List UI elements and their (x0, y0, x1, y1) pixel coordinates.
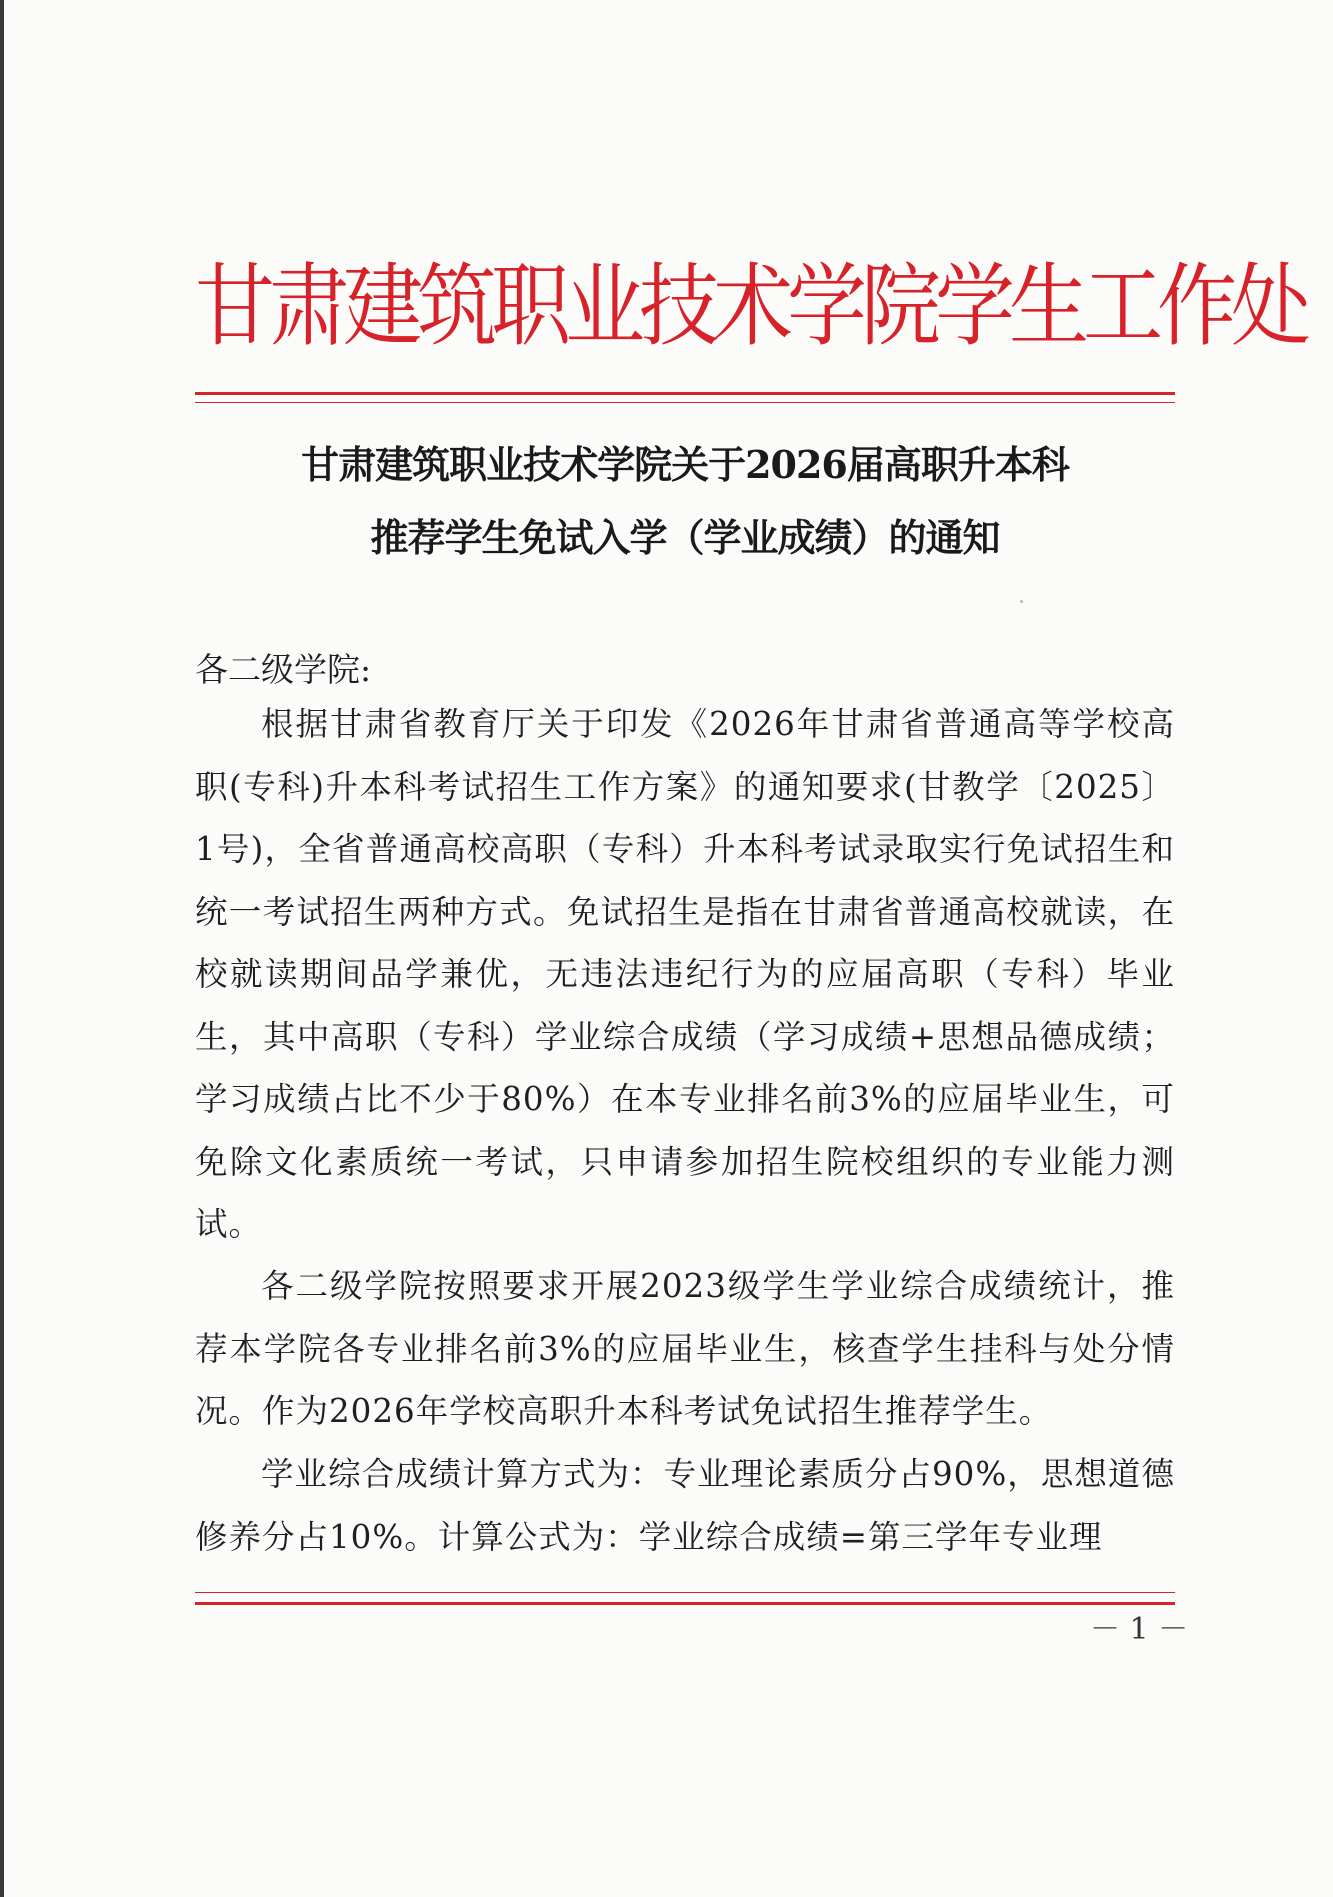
paragraph-1: 根据甘肃省教育厅关于印发《2026年甘肃省普通高等学校高职(专科)升本科考试招生工作方案》的通知要求(甘教学〔2025〕1号)，全省普通高校高职（专科）升本科考试录取实行免试招生和统一考试招生两种方式。免试招生是指在甘肃省普通高校就读，在校就读期间品学兼优，无违法违纪行为的应届高职（专科）毕业生，其中高职（专科）学业综合成绩（学习成绩+思想品德成绩；学习成绩占比不少于80%）在本专业排名前3%的应届毕业生，可免除文化素质统一考试，只申请参加招生院校组织的专业能力测试。 (195, 705, 1175, 1243)
salutation: 各二级学院: (195, 650, 372, 689)
paragraph-2: 各二级学院按照要求开展2023级学生学业综合成绩统计，推荐本学院各专业排名前3%的应届毕业生，核查学生挂科与处分情况。作为2026年学校高职升本科考试免试招生推荐学生。 (195, 1267, 1175, 1430)
document-title-line-1: 甘肃建筑职业技术学院关于2026届高职升本科 (301, 442, 1069, 487)
footer-red-rule-thin (195, 1592, 1175, 1593)
issuing-organization-header: 甘肃建筑职业技术学院学生工作处 (195, 253, 1305, 359)
header-red-rule-thin (195, 402, 1175, 403)
page-number: － 1 － (1090, 1612, 1189, 1647)
document-title-line-2: 推荐学生免试入学（学业成绩）的通知 (370, 515, 1000, 560)
paragraph-3: 学业综合成绩计算方式为：专业理论素质分占90%，思想道德修养分占10%。计算公式为：学业综合成绩=第三学年专业理 (195, 1455, 1175, 1556)
scan-edge (0, 0, 4, 1897)
scan-speck (1020, 600, 1023, 603)
footer-red-rule (195, 1602, 1175, 1605)
header-red-rule (195, 392, 1175, 395)
